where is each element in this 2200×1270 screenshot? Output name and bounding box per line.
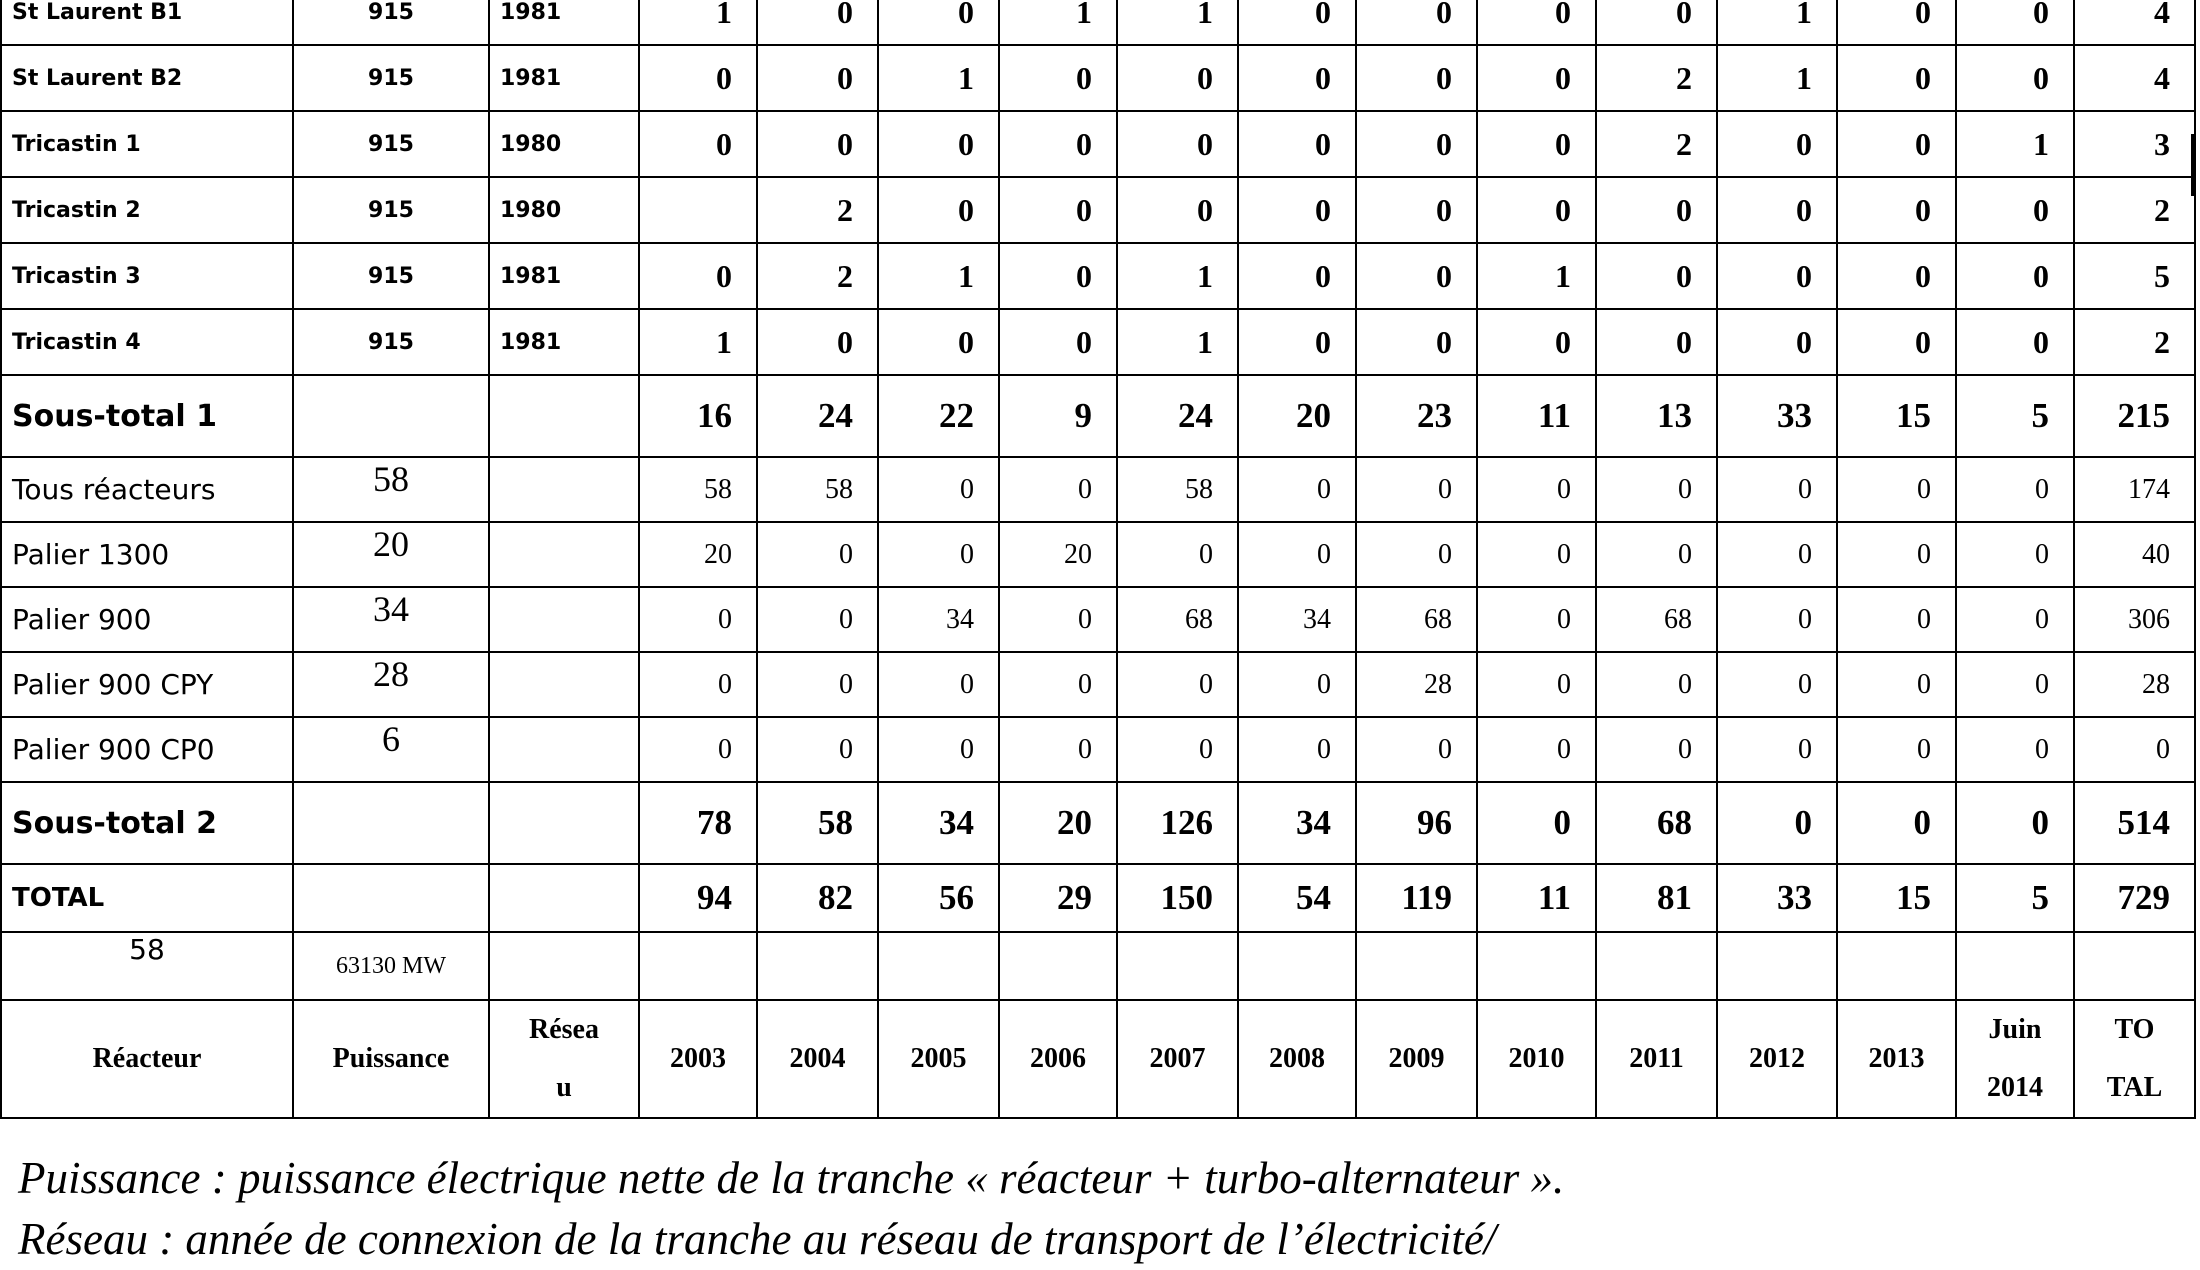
value-cell: 0: [757, 522, 878, 587]
value-cell: 0: [1837, 522, 1956, 587]
reactor-name: Tricastin 3: [1, 243, 293, 309]
value-cell: 0: [639, 587, 757, 652]
header-total-line1: TO: [2114, 1014, 2155, 1045]
value-cell: 0: [1596, 522, 1717, 587]
value-cell: 0: [1238, 0, 1356, 45]
row-total-cell: 0: [2074, 717, 2195, 782]
value-cell: 0: [1717, 782, 1837, 864]
value-cell: 11: [1477, 375, 1596, 457]
header-reseau-line2: u: [556, 1072, 572, 1103]
value-cell: 1: [639, 0, 757, 45]
header-reacteur: Réacteur: [1, 1000, 293, 1118]
value-cell: 0: [999, 652, 1117, 717]
reactor-row: [1, 45, 2195, 111]
value-cell: 94: [639, 864, 757, 932]
value-cell: 0: [1356, 522, 1477, 587]
value-cell: 0: [1837, 652, 1956, 717]
reactor-row: [1, 177, 2195, 243]
row-total-cell: 306: [2074, 587, 2195, 652]
value-cell: 33: [1717, 864, 1837, 932]
value-cell: 119: [1356, 864, 1477, 932]
value-cell: 0: [1117, 177, 1238, 243]
empty-cell: [489, 652, 639, 717]
value-cell: 0: [757, 309, 878, 375]
value-cell: 24: [1117, 375, 1238, 457]
value-cell: 9: [999, 375, 1117, 457]
value-cell: 0: [1596, 309, 1717, 375]
palier-row: [1, 652, 2195, 717]
value-cell: 54: [1238, 864, 1356, 932]
header-row: [1, 1000, 2195, 1118]
value-cell: 15: [1837, 375, 1956, 457]
value-cell: 0: [1956, 782, 2074, 864]
value-cell: 11: [1477, 864, 1596, 932]
row-total-cell: 28: [2074, 652, 2195, 717]
value-cell: 0: [878, 0, 999, 45]
value-cell: 0: [1717, 652, 1837, 717]
value-cell: 0: [1117, 111, 1238, 177]
value-cell: 0: [1837, 587, 1956, 652]
value-cell: 1: [1117, 309, 1238, 375]
value-cell: 0: [1956, 177, 2074, 243]
value-cell: 22: [878, 375, 999, 457]
value-cell: 0: [1477, 717, 1596, 782]
value-cell: 0: [1956, 717, 2074, 782]
value-cell: 29: [999, 864, 1117, 932]
header-year: 2010: [1477, 1000, 1596, 1118]
value-cell: 23: [1356, 375, 1477, 457]
installed-capacity: 63130 MW: [293, 932, 489, 1000]
value-cell: 0: [1956, 522, 2074, 587]
value-cell: 0: [757, 652, 878, 717]
value-cell: 0: [757, 111, 878, 177]
reactor-reseau: 1981: [489, 309, 639, 375]
value-cell: 0: [1477, 45, 1596, 111]
row-total-cell: 3: [2074, 111, 2195, 177]
value-cell: 68: [1596, 782, 1717, 864]
value-cell: 20: [1238, 375, 1356, 457]
value-cell: 56: [878, 864, 999, 932]
reactor-row: [1, 309, 2195, 375]
reactor-row: [1, 111, 2195, 177]
value-cell: 0: [1596, 0, 1717, 45]
margin-mark: [2191, 134, 2195, 196]
value-cell: 0: [1477, 177, 1596, 243]
header-year: 2003: [639, 1000, 757, 1118]
footnotes: [18, 1148, 1564, 1270]
value-cell: 0: [1117, 652, 1238, 717]
header-juin-2014-line2: 2014: [1987, 1072, 2043, 1103]
reactor-name: Tricastin 4: [1, 309, 293, 375]
summary-row: [1, 932, 2195, 1000]
empty-cell: [293, 864, 489, 932]
reactor-name: Tricastin 2: [1, 177, 293, 243]
header-year: 2013: [1837, 1000, 1956, 1118]
palier-name: Palier 900 CPY: [1, 652, 293, 717]
empty-cell: [489, 522, 639, 587]
empty-cell: [489, 375, 639, 457]
value-cell: 0: [757, 717, 878, 782]
value-cell: 0: [1238, 177, 1356, 243]
value-cell: 0: [1238, 45, 1356, 111]
subtotal1-row: [1, 375, 2195, 457]
value-cell: 0: [1837, 782, 1956, 864]
value-cell: 5: [1956, 375, 2074, 457]
total-row: [1, 864, 2195, 932]
value-cell: 0: [999, 111, 1117, 177]
value-cell: 0: [1356, 45, 1477, 111]
header-year: 2007: [1117, 1000, 1238, 1118]
value-cell: 0: [1117, 45, 1238, 111]
value-cell: 0: [1477, 0, 1596, 45]
value-cell: 20: [639, 522, 757, 587]
reactor-reseau: 1980: [489, 111, 639, 177]
value-cell: 0: [1956, 243, 2074, 309]
value-cell: 0: [1356, 717, 1477, 782]
value-cell: 96: [1356, 782, 1477, 864]
value-cell: 0: [1717, 457, 1837, 522]
value-cell: 0: [1238, 111, 1356, 177]
value-cell: 126: [1117, 782, 1238, 864]
palier-count: 34: [293, 587, 489, 652]
empty-cell: [489, 717, 639, 782]
value-cell: 0: [999, 243, 1117, 309]
value-cell: 58: [639, 457, 757, 522]
value-cell: 16: [639, 375, 757, 457]
reactor-puissance: 915: [293, 177, 489, 243]
value-cell: 0: [639, 717, 757, 782]
header-juin-2014: [1956, 1000, 2074, 1118]
value-cell: 0: [1837, 111, 1956, 177]
value-cell: 0: [1837, 0, 1956, 45]
value-cell: 0: [878, 177, 999, 243]
reactor-name: St Laurent B2: [1, 45, 293, 111]
value-cell: 1: [878, 45, 999, 111]
empty-cell: [489, 864, 639, 932]
value-cell: 0: [1477, 457, 1596, 522]
value-cell: 81: [1596, 864, 1717, 932]
reactor-puissance: 915: [293, 0, 489, 45]
value-cell: 0: [1717, 522, 1837, 587]
row-total-cell: 4: [2074, 0, 2195, 45]
note-reseau: Réseau : année de connexion de la tranche au réseau de transport de l’électricité/: [18, 1214, 1497, 1264]
value-cell: 0: [1837, 243, 1956, 309]
value-cell: 0: [1238, 457, 1356, 522]
value-cell: 0: [1956, 652, 2074, 717]
value-cell: 2: [1596, 45, 1717, 111]
value-cell: 0: [1956, 587, 2074, 652]
value-cell: 1: [639, 309, 757, 375]
reactor-name: St Laurent B1: [1, 0, 293, 45]
palier-count: 20: [293, 522, 489, 587]
value-cell: 2: [757, 243, 878, 309]
subtotal2-row-label: Sous-total 2: [1, 782, 293, 864]
value-cell: 0: [639, 652, 757, 717]
value-cell: 0: [1717, 587, 1837, 652]
value-cell: [639, 177, 757, 243]
reactor-puissance: 915: [293, 111, 489, 177]
value-cell: 0: [757, 0, 878, 45]
palier-count: 58: [293, 457, 489, 522]
value-cell: 68: [1596, 587, 1717, 652]
value-cell: 1: [1717, 45, 1837, 111]
value-cell: 0: [1117, 717, 1238, 782]
header-puissance: Puissance: [293, 1000, 489, 1118]
value-cell: 82: [757, 864, 878, 932]
header-year: 2011: [1596, 1000, 1717, 1118]
palier-row: [1, 522, 2195, 587]
value-cell: 0: [999, 457, 1117, 522]
header-total: [2074, 1000, 2195, 1118]
value-cell: 0: [1717, 717, 1837, 782]
value-cell: 0: [1717, 243, 1837, 309]
value-cell: 1: [1477, 243, 1596, 309]
value-cell: 0: [1477, 652, 1596, 717]
value-cell: 0: [1356, 111, 1477, 177]
value-cell: 0: [1596, 717, 1717, 782]
value-cell: 0: [1117, 522, 1238, 587]
value-cell: 0: [1477, 309, 1596, 375]
value-cell: 78: [639, 782, 757, 864]
value-cell: 1: [1117, 0, 1238, 45]
note-puissance: Puissance : puissance électrique nette de la tranche « réacteur + turbo-alternateur ».: [18, 1153, 1565, 1203]
header-year: 2008: [1238, 1000, 1356, 1118]
value-cell: 0: [878, 522, 999, 587]
palier-row: [1, 457, 2195, 522]
value-cell: 0: [639, 111, 757, 177]
value-cell: 0: [1356, 243, 1477, 309]
palier-row: [1, 587, 2195, 652]
value-cell: 0: [999, 309, 1117, 375]
value-cell: 0: [1956, 45, 2074, 111]
total-row-label: TOTAL: [1, 864, 293, 932]
empty-cell: [293, 375, 489, 457]
palier-count: 28: [293, 652, 489, 717]
value-cell: 58: [757, 457, 878, 522]
value-cell: 0: [878, 457, 999, 522]
header-total-line2: TAL: [2106, 1072, 2163, 1103]
value-cell: 0: [1837, 45, 1956, 111]
reactor-reseau: 1980: [489, 177, 639, 243]
value-cell: 0: [1356, 177, 1477, 243]
value-cell: 0: [999, 587, 1117, 652]
value-cell: 0: [1717, 309, 1837, 375]
value-cell: 0: [999, 45, 1117, 111]
value-cell: 5: [1956, 864, 2074, 932]
header-year: 2012: [1717, 1000, 1837, 1118]
value-cell: 0: [757, 45, 878, 111]
value-cell: 0: [1837, 309, 1956, 375]
value-cell: 0: [1477, 782, 1596, 864]
palier-name: Palier 1300: [1, 522, 293, 587]
value-cell: 0: [999, 177, 1117, 243]
value-cell: 0: [1596, 243, 1717, 309]
empty-cell: [489, 782, 639, 864]
value-cell: 0: [1717, 111, 1837, 177]
header-juin-2014-line1: Juin: [1988, 1014, 2042, 1045]
reactor-row: [1, 0, 2195, 45]
reactor-count: 58: [1, 932, 293, 1000]
value-cell: 0: [1837, 717, 1956, 782]
subtotal2-row: [1, 782, 2195, 864]
header-year: 2006: [999, 1000, 1117, 1118]
row-total-cell: 514: [2074, 782, 2195, 864]
header-year: 2005: [878, 1000, 999, 1118]
value-cell: 1: [999, 0, 1117, 45]
value-cell: 150: [1117, 864, 1238, 932]
value-cell: 0: [639, 243, 757, 309]
value-cell: 20: [999, 782, 1117, 864]
value-cell: 0: [1238, 652, 1356, 717]
value-cell: 58: [757, 782, 878, 864]
value-cell: 15: [1837, 864, 1956, 932]
row-total-cell: 174: [2074, 457, 2195, 522]
value-cell: 0: [1596, 457, 1717, 522]
row-total-cell: 2: [2074, 177, 2195, 243]
reactor-name: Tricastin 1: [1, 111, 293, 177]
value-cell: 1: [1117, 243, 1238, 309]
palier-count: 6: [293, 717, 489, 782]
value-cell: 0: [1356, 0, 1477, 45]
value-cell: 28: [1356, 652, 1477, 717]
value-cell: 0: [1238, 522, 1356, 587]
value-cell: 0: [1956, 0, 2074, 45]
value-cell: 0: [1238, 717, 1356, 782]
reactor-puissance: 915: [293, 309, 489, 375]
value-cell: 34: [1238, 587, 1356, 652]
empty-cell: [489, 457, 639, 522]
value-cell: 34: [878, 782, 999, 864]
palier-name: Tous réacteurs: [1, 457, 293, 522]
value-cell: 0: [1477, 587, 1596, 652]
header-reseau-line1: Résea: [529, 1014, 599, 1045]
reactor-row: [1, 243, 2195, 309]
value-cell: 2: [1596, 111, 1717, 177]
empty-cell: [293, 782, 489, 864]
row-total-cell: 215: [2074, 375, 2195, 457]
value-cell: 24: [757, 375, 878, 457]
value-cell: 2: [757, 177, 878, 243]
value-cell: 0: [878, 111, 999, 177]
value-cell: 33: [1717, 375, 1837, 457]
value-cell: 1: [1956, 111, 2074, 177]
subtotal1-row-label: Sous-total 1: [1, 375, 293, 457]
value-cell: 0: [1477, 522, 1596, 587]
value-cell: 0: [757, 587, 878, 652]
value-cell: 0: [1837, 457, 1956, 522]
value-cell: 0: [878, 717, 999, 782]
header-reseau: [489, 1000, 639, 1118]
row-total-cell: 4: [2074, 45, 2195, 111]
value-cell: 0: [639, 45, 757, 111]
value-cell: 1: [878, 243, 999, 309]
value-cell: 0: [1238, 243, 1356, 309]
value-cell: 20: [999, 522, 1117, 587]
value-cell: 0: [1356, 309, 1477, 375]
value-cell: 58: [1117, 457, 1238, 522]
value-cell: 0: [1596, 177, 1717, 243]
palier-name: Palier 900 CP0: [1, 717, 293, 782]
palier-name: Palier 900: [1, 587, 293, 652]
palier-row: [1, 717, 2195, 782]
value-cell: 0: [878, 309, 999, 375]
empty-cell: [489, 587, 639, 652]
value-cell: 1: [1717, 0, 1837, 45]
header-year: 2009: [1356, 1000, 1477, 1118]
value-cell: 0: [1356, 457, 1477, 522]
value-cell: 0: [1837, 177, 1956, 243]
reactor-reseau: 1981: [489, 243, 639, 309]
row-total-cell: 729: [2074, 864, 2195, 932]
row-total-cell: 2: [2074, 309, 2195, 375]
header-year: 2004: [757, 1000, 878, 1118]
value-cell: 0: [1717, 177, 1837, 243]
row-total-cell: 5: [2074, 243, 2195, 309]
value-cell: 0: [999, 717, 1117, 782]
value-cell: 0: [1596, 652, 1717, 717]
value-cell: 13: [1596, 375, 1717, 457]
value-cell: 0: [1956, 309, 2074, 375]
value-cell: 34: [878, 587, 999, 652]
value-cell: 0: [1477, 111, 1596, 177]
value-cell: 0: [1238, 309, 1356, 375]
value-cell: 0: [1956, 457, 2074, 522]
reactor-reseau: 1981: [489, 0, 639, 45]
value-cell: 0: [878, 652, 999, 717]
value-cell: 68: [1117, 587, 1238, 652]
value-cell: 68: [1356, 587, 1477, 652]
reactor-puissance: 915: [293, 45, 489, 111]
reactor-reseau: 1981: [489, 45, 639, 111]
row-total-cell: 40: [2074, 522, 2195, 587]
value-cell: 34: [1238, 782, 1356, 864]
reactor-puissance: 915: [293, 243, 489, 309]
